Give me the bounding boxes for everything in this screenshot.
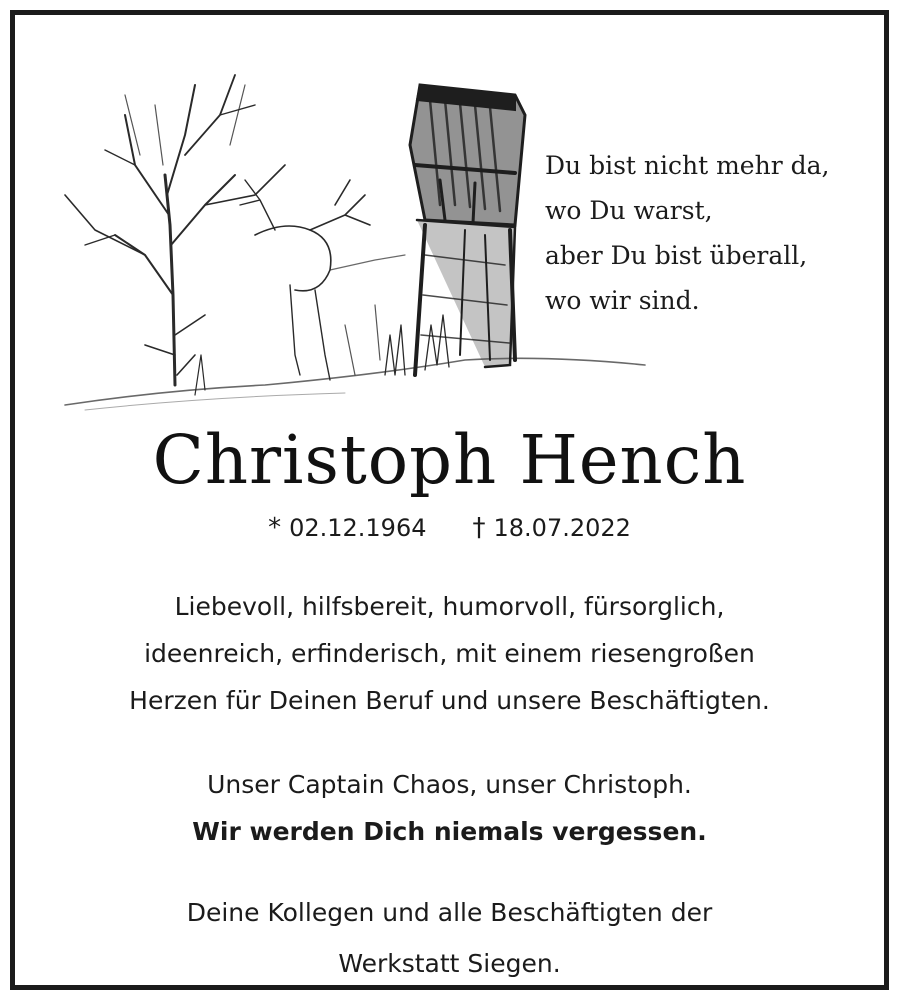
farewell-line: Unser Captain Chaos, unser Christoph. [207,770,692,799]
signature-line: Werkstatt Siegen. [338,949,561,978]
quote-line: Du bist nicht mehr da, [545,151,830,180]
birth-star-icon: * [268,513,282,543]
signature-block [15,887,884,989]
signature-line: Deine Kollegen und alle Beschäftigten der [186,898,713,927]
life-dates [15,510,884,546]
tribute-line: ideenreich, erfinderisch, mit einem riesengroßen [144,639,755,668]
birth-date: 02.12.1964 [289,514,427,542]
tribute-line: Herzen für Deinen Beruf und unsere Beschäftigten. [129,686,770,715]
farewell-emphasis: Wir werden Dich niemals vergessen. [192,817,707,846]
tribute-line: Liebevoll, hilfsbereit, humorvoll, fürsorglich, [174,592,725,621]
farewell-text [15,761,884,855]
quote-line: aber Du bist überall, [545,241,808,270]
death-date: 18.07.2022 [493,514,631,542]
memorial-quote [545,143,829,323]
deceased-name: Christoph Hench [152,421,747,499]
tribute-text [15,583,884,724]
obituary-card [10,10,889,990]
quote-line: wo Du warst, [545,196,713,225]
death-cross-icon: † [472,513,486,543]
quote-line: wo wir sind. [545,286,700,315]
